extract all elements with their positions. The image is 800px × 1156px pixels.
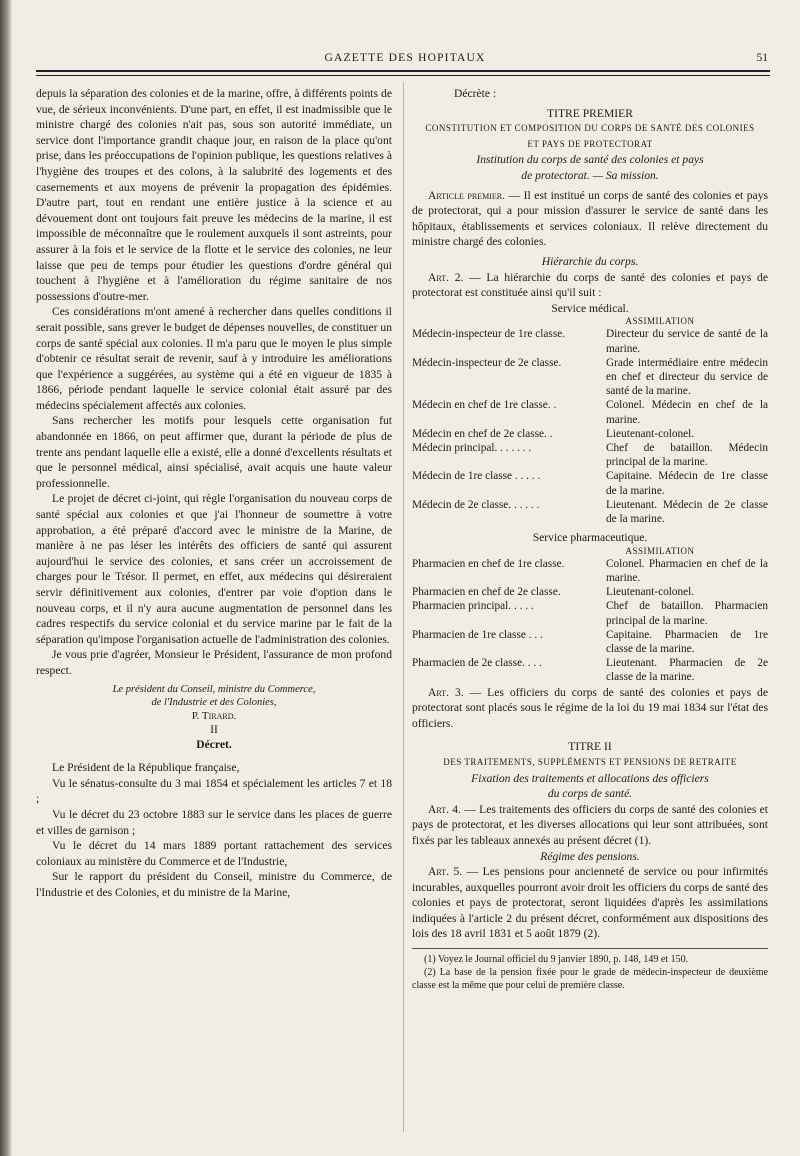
right-column bbox=[412, 86, 768, 992]
article-label: Art. 3. bbox=[428, 685, 464, 699]
paragraph: Je vous prie d'agréer, Monsieur le Président, l'assurance de mon profond respect. bbox=[36, 648, 392, 677]
title-subheading: DES TRAITEMENTS, SUPPLÉMENTS ET PENSIONS DE RETRAITE bbox=[443, 756, 737, 767]
rank-equivalent: Capitaine. Pharmacien de 1re classe de la marine. bbox=[606, 628, 768, 655]
assimilation-label: ASSIMILATION bbox=[625, 316, 695, 327]
rank-grade: Médecin-inspecteur de 2e classe. bbox=[412, 356, 562, 369]
article-text: — Les traitements des officiers du corps de santé des colonies et pays de protectorat, et les diverses allocations qui leur sont attribuées, sont fixés par les tableaux annexés au présent décret (1). bbox=[412, 802, 768, 847]
rank-equivalent: Lieutenant-colonel. bbox=[606, 586, 695, 599]
rank-equivalent: Lieutenant. Médecin de 2e classe de la marine. bbox=[606, 498, 768, 525]
article-text: — La hiérarchie du corps de santé des colonies et pays de protectorat est constituée ainsi qu'il suit : bbox=[412, 270, 768, 300]
column-divider bbox=[403, 82, 404, 1132]
section-subheading: de protectorat. — Sa mission. bbox=[521, 168, 659, 182]
decree-opening: Décrète : bbox=[454, 87, 497, 100]
footnote: (1) Voyez le Journal officiel du 9 janvier 1890, p. 148, 149 et 150. bbox=[424, 954, 689, 966]
pharmacy-ranks-table bbox=[412, 557, 768, 685]
paragraph: Sans rechercher les motifs pour lesquels cette organisation fut abandonnée en 1866, on peut affirmer que, durant la période de plus de trente ans pendant laquelle elle a existé, elle a donné d'excellents résultats et que le personnel médical, ainsi spécialisé, avait acquis une haute valeur professionnelle. bbox=[36, 414, 392, 490]
paragraph: Le projet de décret ci-joint, qui règle l'organisation du nouveau corps de santé spécial aux colonies et que j'ai l'honneur de soumettre à votre approbation, a été préparé d'accord avec le ministre de la Marine, de manière à ne pas léser les intérêts des officiers de santé qui assurent aujourd'hui le service des colonies, et sans créer un accroissement de charges pour le Trésor. Il permet, en effet, aux médecins qui désireraient servir définitivement aux colonies, d'entrer par voie d'option dans le nouveau corps, et il n'y aura aucune augmentation de personnel dans les cadres respectifs du service colonial et du service marine par le fait de la séparation qu'impose l'organisation actuelle de l'administration des colonies. bbox=[36, 492, 392, 646]
left-column bbox=[36, 86, 392, 901]
rank-grade: Pharmacien de 2e classe. . . . bbox=[412, 657, 542, 670]
rank-equivalent: Directeur du service de santé de la marine. bbox=[606, 328, 768, 355]
article-label: Art. 5. bbox=[428, 865, 463, 879]
paragraph: depuis la séparation des colonies et de la marine, offre, à différents points de vue, de sérieux inconvénients. D'une part, en effet, il est inadmissible que le ministre chargé des colonies n'ait pas, sous son autorité immédiate, un service dont l'importance grandit chaque jour, en raison de la place qu'ont prise, dans les préoccupations de l'opinion publique, les questions relatives à l'hygiène des troupes et des colons, à la salubrité des logements et des casernements et aux moyens de prévenir la propagation des épidémies. D'autre part, tout en rendant une entière justice à la science et au dévouement dont ont toujours fait preuve les médecins de la marine, il est impossible de méconnaître que le roulement auxquels il sont astreints, pour assurer à la fois et le service de la flotte et le service des colonies, ne leur laisse que peu de temps pour étudier les questions d'ordre général qui touchent à l'hygiène et à l'amélioration du régime sanitaire de nos possessions d'outre-mer. bbox=[36, 87, 392, 303]
rank-grade: Pharmacien de 1re classe . . . bbox=[412, 628, 543, 641]
article-text: — Les officiers du corps de santé des colonies et pays de protectorat sont placés sous le régime de la loi du 19 mai 1834 sur l'état des officiers. bbox=[412, 685, 769, 730]
rank-row bbox=[412, 557, 768, 585]
decree-line: Sur le rapport du président du Conseil, ministre du Commerce, de l'Industrie et des Colonies, et du ministre de la Marine, bbox=[36, 870, 392, 899]
paragraph: Ces considérations m'ont amené à rechercher dans quelles conditions il serait possible, sans grever le budget de dépenses nouvelles, de constituer un corps de santé spécial aux colonies. Il m'a paru que le moyen le plus simple d'obtenir ce résultat serait de revenir, sauf à y introduire les améliorations que l'expérience a suggérées, au système qui a été en vigueur de 1835 à 1866, période pendant laquelle le service colonial était assuré par des médecins spécialement affectés aux colonies. bbox=[36, 305, 392, 412]
rank-grade: Médecin-inspecteur de 1re classe. bbox=[412, 328, 566, 341]
rank-grade: Médecin en chef de 2e classe. . bbox=[412, 427, 553, 440]
rank-grade: Pharmacien en chef de 1re classe. bbox=[412, 557, 565, 570]
article-text: — Il est institué un corps de santé des colonies et pays de protectorat, qui a pour mission d'assurer le service de santé dans les hôpitaux, établissements et services coloniaux. Il relève directement du ministre chargé des colonies. bbox=[412, 188, 769, 249]
signature-title: de l'Industrie et des Colonies, bbox=[151, 696, 277, 708]
rank-grade: Pharmacien en chef de 2e classe. bbox=[412, 586, 561, 599]
rank-equivalent: Chef de bataillon. Médecin principal de la marine. bbox=[606, 441, 768, 469]
section-subheading: Régime des pensions. bbox=[540, 849, 640, 863]
signature-name: P. Tirard. bbox=[191, 709, 237, 722]
decree-line: Le Président de la République française, bbox=[52, 761, 240, 775]
rank-equivalent: Lieutenant. Pharmacien de 2e classe de la marine. bbox=[606, 657, 768, 684]
rank-grade: Médecin principal. . . . . . . bbox=[412, 441, 532, 454]
rank-row bbox=[412, 585, 768, 599]
section-subheading: Hiérarchie du corps. bbox=[541, 254, 639, 268]
article-text: — Les pensions pour ancienneté de service ou pour infirmités incurables, auxquelles pourront avoir droit les officiers du corps de santé des colonies et pays de protectorat, seront liquidées d'après les assimilations indiquées à l'article 2 du présent décret, conformément aux dispositions des lois des 18 avril 1831 et 5 août 1879 (2). bbox=[412, 865, 769, 941]
rank-row bbox=[412, 327, 768, 355]
table-heading: Service pharmaceutique. bbox=[532, 531, 648, 545]
rank-equivalent: Grade intermédiaire entre médecin en chef et directeur du service de santé de la marine. bbox=[606, 356, 768, 398]
footnote: (2) La base de la pension fixée pour le grade de médecin-inspecteur de deuxième classe est la même que pour celui de première classe. bbox=[412, 967, 768, 992]
rank-grade: Médecin en chef de 1re classe. . bbox=[412, 399, 557, 412]
decree-line: Vu le décret du 23 octobre 1883 sur le service dans les places de guerre et villes de garnison ; bbox=[36, 807, 392, 837]
rank-equivalent: Colonel. Pharmacien en chef de la marine. bbox=[606, 557, 768, 584]
rank-grade: Médecin de 1re classe . . . . . bbox=[412, 470, 541, 483]
table-heading: Service médical. bbox=[551, 301, 629, 315]
article-label: Art. 4. bbox=[428, 802, 461, 816]
signature-title: Le président du Conseil, ministre du Commerce, bbox=[112, 683, 316, 695]
header-rule-thin bbox=[36, 75, 770, 76]
rank-equivalent: Lieutenant-colonel. bbox=[606, 427, 695, 440]
rank-row bbox=[412, 441, 768, 469]
rank-row bbox=[412, 469, 768, 497]
decree-line: Vu le sénatus-consulte du 3 mai 1854 et spécialement les articles 7 et 18 ; bbox=[36, 776, 392, 806]
rank-grade: Pharmacien principal. . . . . bbox=[412, 600, 534, 613]
rank-grade: Médecin de 2e classe. . . . . . bbox=[412, 498, 540, 511]
journal-title: GAZETTE DES HOPITAUX bbox=[324, 52, 486, 64]
section-heading: Décret. bbox=[196, 737, 232, 751]
title-heading: TITRE II bbox=[568, 740, 612, 754]
rank-row bbox=[412, 356, 768, 399]
rank-row bbox=[412, 599, 768, 627]
article-label: Article premier. bbox=[428, 188, 505, 202]
header-rule-thick bbox=[36, 70, 770, 72]
title-subheading: CONSTITUTION ET COMPOSITION DU CORPS DE SANTÉ DES COLONIES bbox=[425, 123, 755, 134]
rank-row bbox=[412, 656, 768, 684]
section-number: II bbox=[210, 722, 218, 736]
section-subheading: Institution du corps de santé des colonies et pays bbox=[476, 153, 704, 167]
title-heading: TITRE PREMIER bbox=[547, 106, 633, 120]
section-subheading: du corps de santé. bbox=[547, 787, 633, 801]
rank-equivalent: Capitaine. Médecin de 1re classe de la marine. bbox=[606, 470, 768, 497]
article-label: Art. 2. bbox=[428, 270, 464, 284]
running-header bbox=[40, 52, 770, 66]
rank-row bbox=[412, 427, 768, 441]
medical-ranks-table bbox=[412, 327, 768, 526]
section-subheading: Fixation des traitements et allocations des officiers bbox=[471, 771, 709, 785]
assimilation-label: ASSIMILATION bbox=[625, 545, 695, 556]
footnote-rule bbox=[412, 948, 768, 949]
rank-row bbox=[412, 628, 768, 656]
title-subheading: ET PAYS DE PROTECTORAT bbox=[527, 138, 653, 149]
rank-row bbox=[412, 498, 768, 526]
rank-equivalent: Colonel. Médecin en chef de la marine. bbox=[606, 399, 768, 426]
page-number: 51 bbox=[756, 52, 768, 64]
page-edge-shadow bbox=[0, 0, 12, 1156]
rank-equivalent: Chef de bataillon. Pharmacien principal de la marine. bbox=[606, 600, 768, 627]
decree-line: Vu le décret du 14 mars 1889 portant rattachement des services coloniaux au ministère du Commerce et de l'Industrie, bbox=[36, 839, 392, 868]
rank-row bbox=[412, 398, 768, 426]
